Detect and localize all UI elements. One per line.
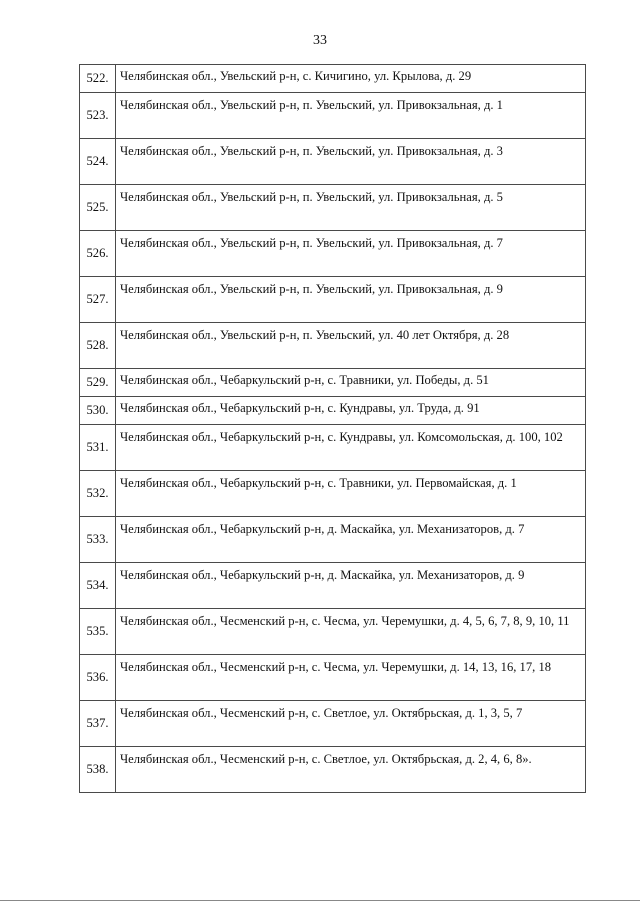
row-address: Челябинская обл., Чесменский р-н, с. Чесма, ул. Черемушки, д. 14, 13, 16, 17, 18 xyxy=(116,655,586,701)
row-number: 530. xyxy=(80,397,116,425)
row-number: 533. xyxy=(80,517,116,563)
row-address: Челябинская обл., Чебаркульский р-н, д. Маскайка, ул. Механизаторов, д. 9 xyxy=(116,563,586,609)
row-number: 538. xyxy=(80,747,116,793)
table-row xyxy=(80,609,586,655)
row-address: Челябинская обл., Увельский р-н, п. Увельский, ул. Привокзальная, д. 3 xyxy=(116,139,586,185)
table-row xyxy=(80,425,586,471)
row-address: Челябинская обл., Чесменский р-н, с. Чесма, ул. Черемушки, д. 4, 5, 6, 7, 8, 9, 10, 11 xyxy=(116,609,586,655)
table-row xyxy=(80,93,586,139)
row-address: Челябинская обл., Увельский р-н, п. Увельский, ул. Привокзальная, д. 1 xyxy=(116,93,586,139)
row-number: 531. xyxy=(80,425,116,471)
table-row xyxy=(80,65,586,93)
row-number: 534. xyxy=(80,563,116,609)
table-row xyxy=(80,369,586,397)
table-row xyxy=(80,701,586,747)
row-address: Челябинская обл., Увельский р-н, п. Увельский, ул. Привокзальная, д. 5 xyxy=(116,185,586,231)
row-number: 524. xyxy=(80,139,116,185)
row-address: Челябинская обл., Чебаркульский р-н, с. Кундравы, ул. Комсомольская, д. 100, 102 xyxy=(116,425,586,471)
row-address: Челябинская обл., Увельский р-н, с. Кичигино, ул. Крылова, д. 29 xyxy=(116,65,586,93)
table-row xyxy=(80,747,586,793)
row-address: Челябинская обл., Чебаркульский р-н, с. Кундравы, ул. Труда, д. 91 xyxy=(116,397,586,425)
row-address: Челябинская обл., Увельский р-н, п. Увельский, ул. 40 лет Октября, д. 28 xyxy=(116,323,586,369)
row-address: Челябинская обл., Чебаркульский р-н, д. Маскайка, ул. Механизаторов, д. 7 xyxy=(116,517,586,563)
row-number: 528. xyxy=(80,323,116,369)
row-address: Челябинская обл., Увельский р-н, п. Увельский, ул. Привокзальная, д. 9 xyxy=(116,277,586,323)
row-address: Челябинская обл., Увельский р-н, п. Увельский, ул. Привокзальная, д. 7 xyxy=(116,231,586,277)
page-bottom-divider xyxy=(0,900,640,901)
table-row xyxy=(80,323,586,369)
page-number: 33 xyxy=(313,33,327,48)
address-table xyxy=(79,64,586,793)
row-number: 525. xyxy=(80,185,116,231)
row-number: 526. xyxy=(80,231,116,277)
table-row xyxy=(80,231,586,277)
table-row xyxy=(80,655,586,701)
table-row xyxy=(80,185,586,231)
table-row xyxy=(80,517,586,563)
row-address: Челябинская обл., Чебаркульский р-н, с. Травники, ул. Победы, д. 51 xyxy=(116,369,586,397)
row-number: 527. xyxy=(80,277,116,323)
row-number: 532. xyxy=(80,471,116,517)
row-address: Челябинская обл., Чебаркульский р-н, с. Травники, ул. Первомайская, д. 1 xyxy=(116,471,586,517)
row-number: 536. xyxy=(80,655,116,701)
row-address: Челябинская обл., Чесменский р-н, с. Светлое, ул. Октябрьская, д. 2, 4, 6, 8». xyxy=(116,747,586,793)
table-row xyxy=(80,397,586,425)
table-row xyxy=(80,563,586,609)
row-number: 523. xyxy=(80,93,116,139)
row-number: 529. xyxy=(80,369,116,397)
row-number: 537. xyxy=(80,701,116,747)
table-row xyxy=(80,277,586,323)
table-row xyxy=(80,139,586,185)
row-address: Челябинская обл., Чесменский р-н, с. Светлое, ул. Октябрьская, д. 1, 3, 5, 7 xyxy=(116,701,586,747)
row-number: 522. xyxy=(80,65,116,93)
row-number: 535. xyxy=(80,609,116,655)
table-row xyxy=(80,471,586,517)
